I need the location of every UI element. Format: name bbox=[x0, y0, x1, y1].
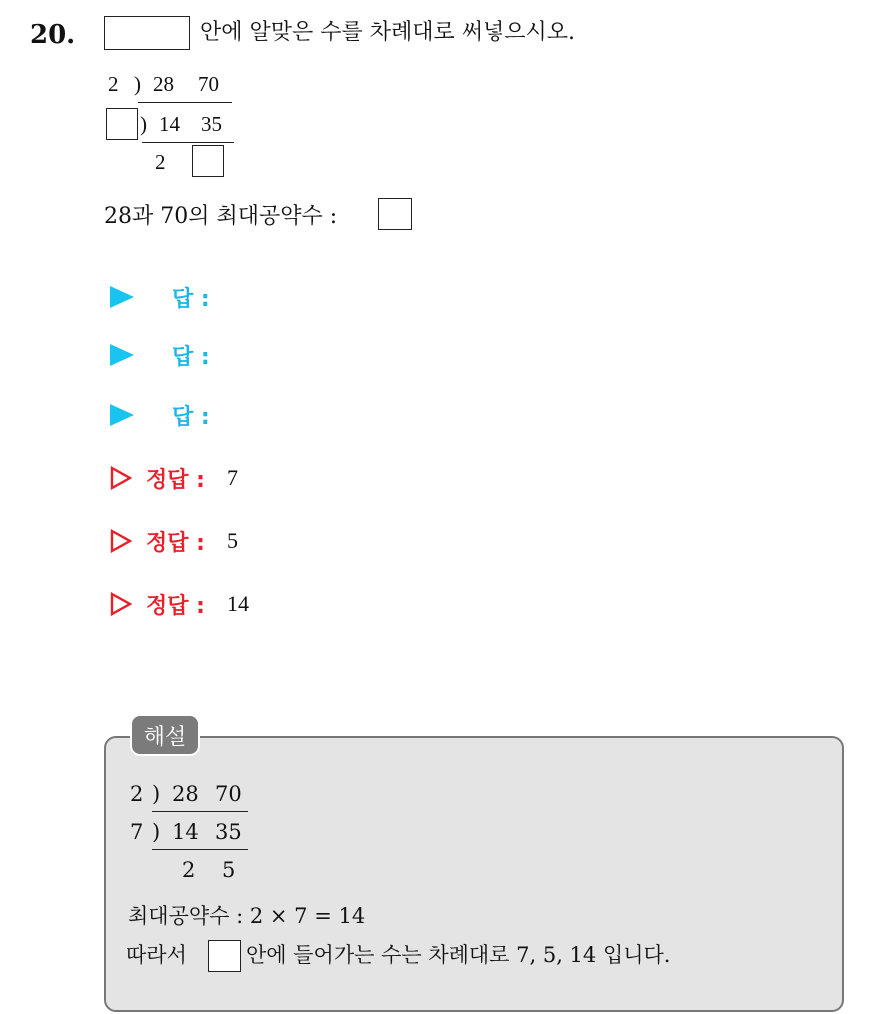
answer-label: 답 : bbox=[172, 286, 210, 312]
sol-row2-b: 35 bbox=[215, 820, 242, 844]
sol-blank-box bbox=[208, 940, 241, 972]
outline-triangle-icon bbox=[110, 466, 132, 490]
division-row1-a: 28 bbox=[153, 72, 174, 96]
sol-line-1 bbox=[152, 811, 248, 812]
correct-value-1: 7 bbox=[226, 465, 238, 490]
answer-label: 답 : bbox=[172, 404, 210, 430]
sol-conclusion-pre: 따라서 bbox=[126, 943, 187, 967]
explanation-tag: 해설 bbox=[130, 714, 200, 756]
outline-triangle-icon bbox=[110, 592, 132, 616]
result-blank-box bbox=[192, 145, 224, 177]
division-bracket-2: ) bbox=[140, 112, 147, 136]
sol-result-b: 5 bbox=[222, 858, 236, 882]
sol-divisor-1: 2 bbox=[130, 782, 144, 806]
sol-conclusion-post: 안에 들어가는 수는 차례대로 7, 5, 14 입니다. bbox=[246, 943, 671, 967]
play-arrow-icon bbox=[110, 344, 134, 366]
gcd-blank-box bbox=[378, 198, 412, 230]
correct-value-2: 5 bbox=[226, 528, 238, 553]
correct-row-2 bbox=[110, 526, 238, 556]
outline-triangle-icon bbox=[110, 529, 132, 553]
answer-label: 답 : bbox=[172, 344, 210, 370]
play-arrow-icon bbox=[110, 404, 134, 426]
question-instruction: 안에 알맞은 수를 차례대로 써넣으시오. bbox=[200, 20, 575, 45]
answer-row-1 bbox=[110, 282, 210, 312]
correct-row-1 bbox=[110, 463, 238, 493]
sol-row1-b: 70 bbox=[215, 782, 242, 806]
division-row2-a: 14 bbox=[159, 112, 180, 136]
sol-gcd-line: 최대공약수 : 2 × 7 = 14 bbox=[128, 904, 366, 928]
gcd-label: 28과 70의 최대공약수 : bbox=[104, 204, 338, 229]
division-line-1 bbox=[138, 102, 232, 103]
sol-divisor-2: 7 bbox=[130, 820, 144, 844]
sol-bracket-1: ) bbox=[152, 782, 161, 806]
play-arrow-icon bbox=[110, 286, 134, 308]
answer-row-3 bbox=[110, 400, 210, 430]
divisor-blank-box bbox=[106, 108, 138, 140]
correct-label: 정답 : bbox=[146, 530, 205, 556]
division-row2-b: 35 bbox=[201, 112, 222, 136]
sol-result-a: 2 bbox=[182, 858, 196, 882]
division-bracket-1: ) bbox=[134, 72, 141, 96]
correct-value-3: 14 bbox=[226, 591, 249, 616]
sol-row1-a: 28 bbox=[172, 782, 199, 806]
sol-row2-a: 14 bbox=[172, 820, 199, 844]
answer-row-2 bbox=[110, 340, 210, 370]
sol-bracket-2: ) bbox=[152, 820, 161, 844]
correct-label: 정답 : bbox=[146, 467, 205, 493]
answer-blank-box bbox=[104, 16, 190, 50]
division-result-a: 2 bbox=[155, 150, 166, 174]
sol-line-2 bbox=[152, 849, 248, 850]
division-line-2 bbox=[142, 142, 234, 143]
correct-label: 정답 : bbox=[146, 593, 205, 619]
division-row1-b: 70 bbox=[198, 72, 219, 96]
correct-row-3 bbox=[110, 589, 249, 619]
division-divisor-1: 2 bbox=[108, 72, 119, 96]
question-number: 20. bbox=[30, 20, 76, 50]
